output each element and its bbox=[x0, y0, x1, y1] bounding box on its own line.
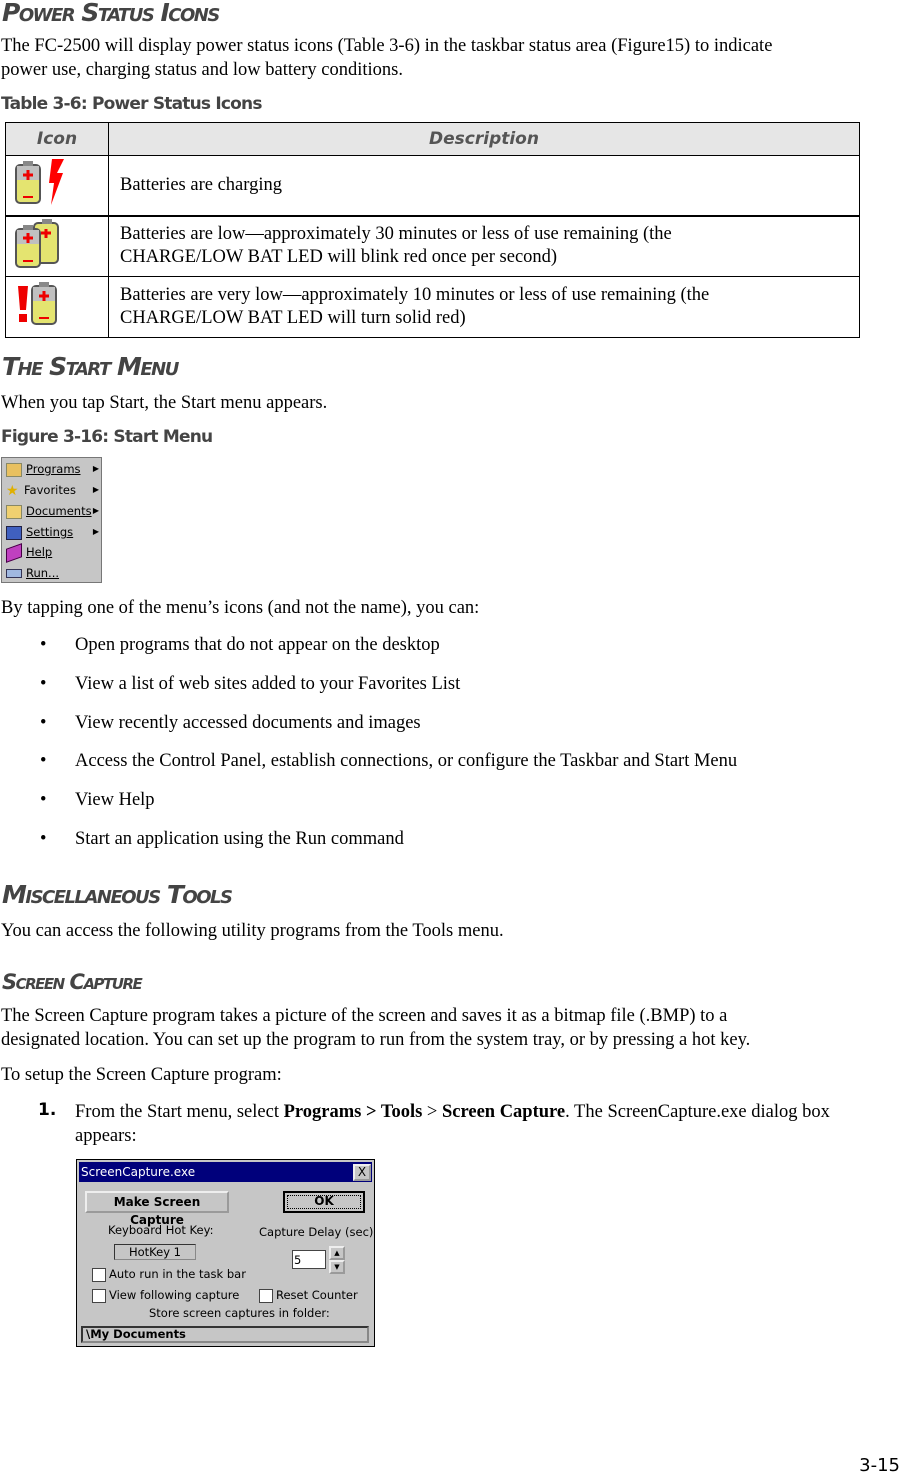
run-icon bbox=[6, 569, 22, 578]
reset-counter-checkbox[interactable] bbox=[259, 1289, 273, 1303]
title-bar: ScreenCapture.exe X bbox=[79, 1162, 372, 1182]
subsection-title: Screen Capture bbox=[2, 970, 142, 994]
settings-icon bbox=[6, 526, 22, 540]
col-header: Icon bbox=[6, 123, 109, 156]
folder-field[interactable]: \My Documents bbox=[81, 1326, 369, 1343]
paragraph: When you tap Start, the Start menu appears. bbox=[1, 393, 328, 413]
delay-label: Capture Delay (sec) bbox=[259, 1225, 374, 1239]
view-capture-checkbox[interactable] bbox=[92, 1289, 106, 1303]
view-capture-label: View following capture bbox=[109, 1288, 240, 1302]
paragraph: The FC-2500 will display power status icons (Table 3-6) in the taskbar status area (Figure15) to indicate power use, charging status and low battery conditions. bbox=[1, 36, 773, 80]
paragraph: By tapping one of the menu’s icons (and not the name), you can: bbox=[1, 598, 480, 618]
make-screen-capture-button[interactable]: Make Screen Capture bbox=[85, 1191, 229, 1213]
ok-button[interactable]: OK bbox=[283, 1191, 365, 1213]
documents-folder-icon bbox=[6, 505, 22, 519]
page-number: 3-15 bbox=[859, 1455, 900, 1476]
folder-label: Store screen captures in folder: bbox=[149, 1306, 330, 1320]
close-button[interactable]: X bbox=[353, 1164, 371, 1181]
table-row: Batteries are charging bbox=[6, 156, 860, 216]
submenu-arrow-icon: ▶ bbox=[92, 485, 99, 494]
step-number: 1. bbox=[38, 1100, 57, 1120]
menu-item-favorites[interactable]: ★ Favorites ▶ bbox=[6, 480, 101, 500]
figure-caption: Figure 3-16: Start Menu bbox=[1, 427, 213, 447]
start-menu bbox=[1, 457, 102, 583]
screencapture-dialog bbox=[76, 1159, 375, 1347]
paragraph: To setup the Screen Capture program: bbox=[1, 1065, 282, 1085]
menu-item-help[interactable]: Help bbox=[6, 542, 101, 562]
paragraph: You can access the following utility programs from the Tools menu. bbox=[1, 921, 504, 941]
delay-input[interactable]: 5 bbox=[292, 1250, 326, 1269]
power-status-table bbox=[5, 122, 860, 338]
delay-down-button[interactable]: ▼ bbox=[329, 1260, 345, 1274]
submenu-arrow-icon: ▶ bbox=[92, 464, 99, 473]
paragraph: The Screen Capture program takes a picture of the screen and saves it as a bitmap file (.BMP) to a designated location. You can set up the program to run from the system tray, or by pressing a hot key. bbox=[1, 1006, 751, 1050]
section-title: Power Status Icons bbox=[2, 0, 219, 27]
section-title: The Start Menu bbox=[2, 352, 178, 381]
hotkey-field[interactable]: HotKey 1 bbox=[114, 1244, 196, 1260]
menu-item-run[interactable]: Run... bbox=[6, 563, 101, 583]
submenu-arrow-icon: ▶ bbox=[92, 506, 99, 515]
col-header: Description bbox=[109, 123, 860, 156]
step-text: From the Start menu, select Programs > Tools > Screen Capture. The ScreenCapture.exe dialog box appears: bbox=[75, 1102, 830, 1146]
menu-item-settings[interactable]: Settings ▶ bbox=[6, 522, 101, 542]
delay-up-button[interactable]: ▲ bbox=[329, 1246, 345, 1260]
menu-item-documents[interactable]: Documents ▶ bbox=[6, 501, 101, 521]
star-icon: ★ bbox=[6, 482, 19, 499]
table-caption: Table 3-6: Power Status Icons bbox=[1, 94, 262, 114]
programs-folder-icon bbox=[6, 463, 22, 477]
menu-item-programs[interactable]: Programs ▶ bbox=[6, 459, 101, 479]
submenu-arrow-icon: ▶ bbox=[92, 527, 99, 536]
battery-charging-icon bbox=[14, 157, 66, 207]
table-row: Batteries are very low—approximately 10 minutes or less of use remaining (the CHARGE/LOW BAT LED will turn solid red) bbox=[6, 276, 860, 337]
battery-low-icon bbox=[14, 217, 66, 269]
reset-counter-label: Reset Counter bbox=[276, 1288, 358, 1302]
help-book-icon bbox=[6, 543, 22, 563]
hotkey-label: Keyboard Hot Key: bbox=[108, 1223, 214, 1237]
battery-very-low-icon bbox=[14, 278, 66, 328]
autorun-checkbox[interactable] bbox=[92, 1268, 106, 1282]
autorun-label: Auto run in the task bar bbox=[109, 1267, 246, 1281]
section-title: Miscellaneous Tools bbox=[2, 880, 232, 909]
table-row: Batteries are low—approximately 30 minutes or less of use remaining (the CHARGE/LOW BAT LED will blink red once per second) bbox=[6, 216, 860, 277]
